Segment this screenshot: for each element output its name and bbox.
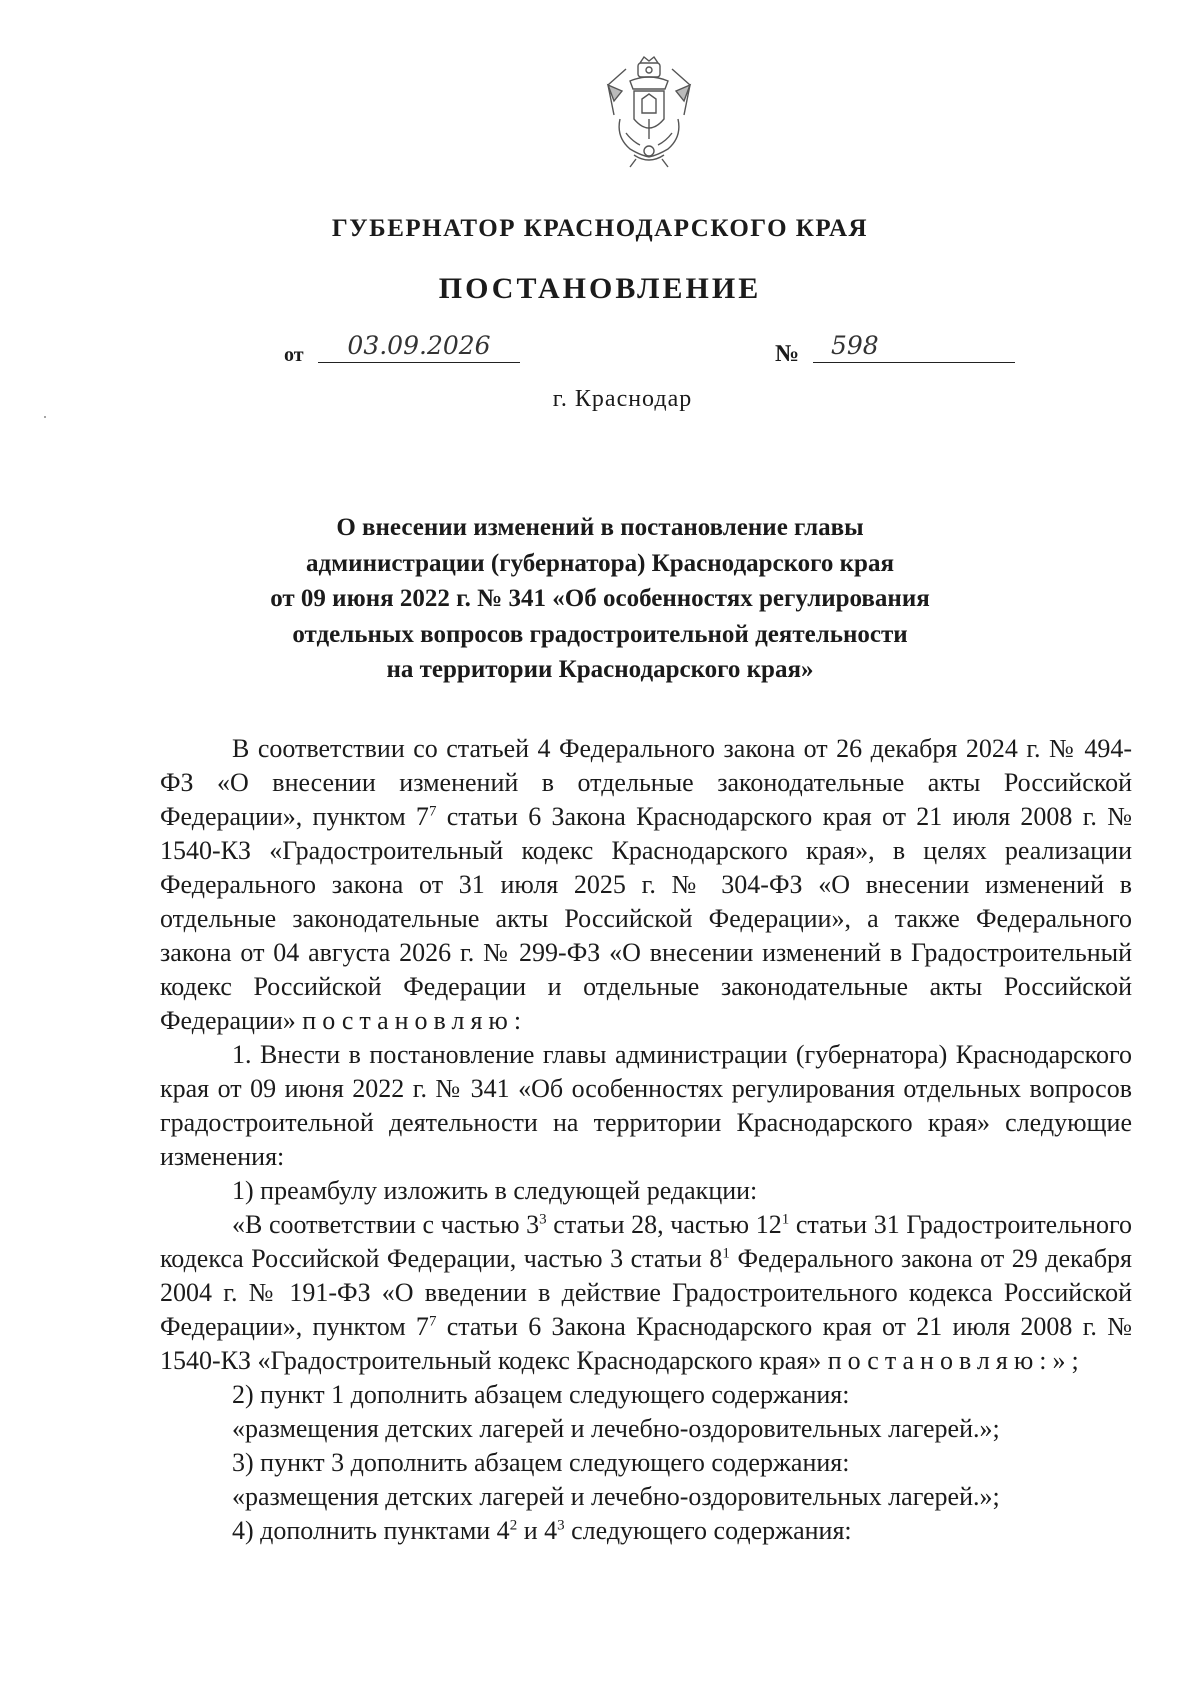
superscript: 7	[428, 1313, 437, 1330]
title-line: О внесении изменений в постановление главы	[336, 514, 864, 541]
body-paragraph	[160, 1208, 1132, 1378]
city-line: г. Краснодар	[552, 386, 693, 412]
superscript: 3	[539, 1211, 547, 1228]
body-paragraph: «размещения детских лагерей и лечебно-оздоровительных лагерей.»;	[232, 1482, 1000, 1511]
body-paragraph: 2) пункт 1 дополнить абзацем следующего содержания:	[232, 1380, 850, 1409]
body-paragraph: «размещения детских лагерей и лечебно-оздоровительных лагерей.»;	[232, 1414, 1000, 1443]
body-paragraph: 1) преамбулу изложить в следующей редакции:	[232, 1176, 758, 1205]
document-date: 03.09.2026	[318, 331, 520, 363]
coat-of-arms-emblem	[590, 55, 708, 173]
date-prefix: от	[284, 344, 304, 366]
paragraph-text: статьи 28, частью 12	[546, 1210, 782, 1239]
organization-heading: ГУБЕРНАТОР КРАСНОДАРСКОГО КРАЯ	[331, 215, 869, 242]
paragraph-text: Федерального закона от 29 декабря 2004 г. № 191-ФЗ «О введении в действие Градостроительного кодекса Российской Федерации», пунктом 7	[160, 1244, 1133, 1341]
spaced-word: постановляю:»;	[827, 1346, 1085, 1375]
document-body	[160, 732, 1132, 1548]
superscript: 2	[509, 1517, 518, 1534]
paragraph-text: 4) дополнить пунктами 4	[232, 1516, 510, 1545]
superscript: 3	[557, 1517, 565, 1534]
superscript: 1	[781, 1211, 790, 1228]
superscript: 1	[722, 1245, 730, 1262]
paragraph-text: статьи 6 Закона Краснодарского края от 21 июля 2008 г. № 1540-КЗ «Градостроительный кодекс Краснодарского края», в целях реализации Федерального закона от 31 июля 2025 г. № 304-ФЗ «О внесении изменений в отдельные законодательные акты Российской Федерации», а также Федерального закона от 04 августа 2026 г. № 299-ФЗ «О внесении изменений в Градостроительный кодекс Российской Федерации и отдельные законодательные акты Российской Федерации»	[160, 802, 1133, 1035]
scan-mark	[44, 416, 46, 418]
title-line: на территории Краснодарского края»	[386, 656, 814, 683]
superscript: 7	[428, 803, 437, 820]
body-paragraph	[160, 1514, 1132, 1548]
paragraph-text: В соответствии со статьей 4 Федерального закона от 26 декабря 2024 г. № 494-ФЗ «О внесении изменений в отдельные законодательные акты Российской Федерации», пунктом 7	[160, 734, 1132, 831]
spaced-word: постановляю:	[302, 1006, 528, 1035]
title-line: администрации (губернатора) Краснодарского края	[306, 549, 894, 577]
paragraph-text: статьи 6 Закона Краснодарского края от 21 июля 2008 г. № 1540-КЗ «Градостроительный кодекс Краснодарского края»	[160, 1312, 1133, 1375]
paragraph-text: статьи 31 Градостроительного кодекса Российской Федерации, частью 3 статьи 8	[160, 1210, 1132, 1273]
paragraph-text: и 4	[517, 1516, 558, 1545]
title-line: отдельных вопросов градостроительной деятельности	[292, 620, 908, 648]
document-title	[160, 510, 1040, 688]
number-prefix: №	[775, 341, 800, 367]
title-line: от 09 июня 2022 г. № 341 «Об особенностях регулирования	[270, 585, 930, 612]
body-paragraph: 1. Внести в постановление главы администрации (губернатора) Краснодарского края от 09 июня 2022 г. № 341 «Об особенностях регулирования отдельных вопросов градостроительной деятельности на территории Краснодарского края» следующие изменения:	[160, 1040, 1132, 1171]
paragraph-text: следующего содержания:	[564, 1516, 852, 1545]
document-type-heading: ПОСТАНОВЛЕНИЕ	[438, 272, 762, 305]
body-paragraph	[160, 732, 1132, 1038]
paragraph-text: «В соответствии с частью 3	[232, 1210, 540, 1239]
body-paragraph: 3) пункт 3 дополнить абзацем следующего содержания:	[232, 1448, 850, 1477]
document-number: 598	[813, 331, 1015, 363]
